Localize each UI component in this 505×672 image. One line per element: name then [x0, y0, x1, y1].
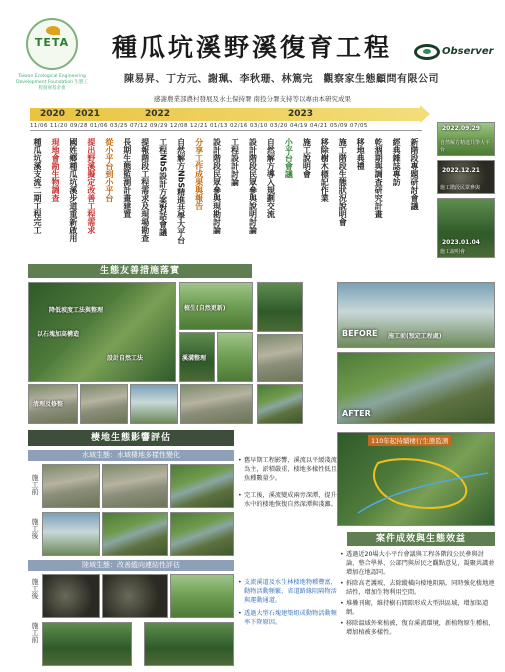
timeline-event: 施工階段生態狀況說明會: [338, 138, 348, 226]
finding-item: • 完工後，溪流變成兩旁深潭，提升水中的棲地恢復自然深潭與淺灘。: [238, 491, 338, 509]
photo-label: 植生(自然更新): [184, 305, 226, 312]
timeline-event: 提出野溪擬定改善工程需求: [86, 138, 96, 234]
site-photo: [180, 384, 253, 424]
benefit-item: • 透過近20場大小平台會議與工程各階段公民參與討論，整合學界、公部門與居民之觀點意見，凝聚共識並增加在地認同。: [340, 550, 496, 577]
site-photo: [217, 332, 253, 382]
water-habitat-photo: [170, 464, 234, 508]
acknowledgement: 感謝農業部農村發展及水土保持署 南投分署支持等以專由本研究成果: [153, 95, 352, 103]
timeline-line: [30, 130, 422, 131]
observer-logo-text: Observer: [442, 46, 494, 57]
camera-trap-photo: [102, 574, 168, 618]
water-subtitle: 水域生態：水域棲地多樣性變化: [28, 450, 234, 461]
photo-caption: 自然解方精進共學大平台: [440, 140, 491, 153]
before-photo: [337, 282, 495, 348]
year-label: 2022: [145, 109, 171, 119]
timeline-event: 施工說明會: [302, 138, 312, 178]
site-photo: [28, 384, 78, 424]
section-title: 棲地生態影響評估: [28, 430, 234, 446]
photo-label: 設計自然工法: [107, 355, 144, 362]
timeline-event: 移除樹木標記作業: [320, 138, 330, 202]
site-photo: [179, 332, 215, 382]
camera-trap-photo: [42, 622, 132, 666]
site-photo: [257, 384, 303, 424]
map-title: 110年起持續棲行生態監測: [368, 435, 451, 446]
photo-date: 2022.09.29: [442, 125, 480, 132]
eye-icon: [414, 44, 440, 60]
benefit-list: [340, 550, 496, 637]
water-habitat-photo: [102, 512, 168, 556]
finding-item: • 透過大型石塊建築組成動物活動頻率下降原因。: [238, 609, 338, 627]
site-photo: [130, 384, 178, 424]
timeline-dates: 11/06 11/20 09/28 01/06 03/25 07/12 09/29 12/08 12/21 01/13 02/16 03/10 03/20 04/19 04/21 05/09 07/05: [30, 123, 368, 129]
camera-trap-photo: [170, 574, 234, 618]
photo-label: 降低坡度工法與整理: [49, 307, 104, 314]
after-photo: [337, 352, 495, 424]
land-subtitle: 陸域生態：改善縱向連結性評估: [28, 560, 234, 571]
photo-label: 清理及修整: [33, 401, 64, 408]
side-label: 施工後: [31, 578, 39, 599]
timeline-event: 從小平台到小平台: [104, 138, 114, 202]
page-title: 種瓜坑溪野溪復育工程: [112, 33, 393, 62]
after-label: AFTER: [342, 409, 371, 418]
side-label: 施工後: [31, 518, 39, 539]
monitoring-map: [337, 432, 495, 526]
water-habitat-photo: [42, 464, 100, 508]
camera-trap-photo: [144, 622, 234, 666]
photo-date: 2022.12.21: [442, 167, 480, 174]
timeline-event: 長期生態監測計畫建置: [122, 138, 132, 218]
section-title: 生態友善措施落實: [28, 264, 252, 278]
photo-caption: 施工說明會: [440, 249, 466, 255]
org-subtitle: Taiwan Ecological Engineering Development Foundation 生態工程發展基金會: [16, 74, 88, 91]
timeline-event: 小平台會議: [284, 138, 294, 178]
photo-label: 以石塊加高構造: [37, 331, 80, 338]
finding-item: • 支流溪道及水生林棲地物種豐富，動物活動頻繁，省道路緣阻隔物活與運動通道。: [238, 578, 338, 605]
finding-item: • 舊早期工程影響，溪流以平緩淺流為主，淤積嚴重，棲地多樣性低且魚種數量少。: [238, 456, 338, 483]
water-habitat-photo: [170, 512, 234, 556]
before-caption: 施工前(預定工程處): [388, 333, 442, 340]
site-photo: [257, 282, 303, 332]
timeline-photo: [437, 160, 495, 194]
year-label: 2020: [40, 109, 66, 119]
site-photo: [80, 384, 128, 424]
timeline-event: 移地典禮: [356, 138, 366, 170]
timeline-event: 現地會勘生物調查: [50, 138, 60, 202]
land-findings: [238, 578, 338, 627]
photo-caption: 施工階段民眾參與: [440, 185, 481, 191]
timeline-event: 工程NbS設計方案對話會議: [158, 138, 168, 237]
before-label: BEFORE: [342, 329, 378, 338]
timeline-event: 提報階段工程需求及現場勘查: [140, 138, 150, 242]
water-habitat-photo: [42, 512, 100, 556]
year-label: 2021: [75, 109, 101, 119]
timeline-event: 國姓鄉種瓜坑溪步道重新啟用: [68, 138, 78, 242]
side-label: 施工前: [31, 622, 39, 643]
year-label: 2023: [288, 109, 314, 119]
water-findings: [238, 456, 338, 509]
photo-label: 溪溝整理: [182, 355, 207, 362]
benefit-item: • 移除溫域外來植被，復育溪流環境，新植物原生種植，增加植被多樣性。: [340, 619, 496, 637]
water-habitat-photo: [102, 464, 168, 508]
timeline-photo: [437, 122, 495, 156]
monitoring-route: [338, 433, 495, 526]
leaf-icon: [46, 26, 60, 35]
observer-logo: [414, 38, 494, 68]
teta-logo: [26, 18, 78, 70]
site-photo: [257, 334, 303, 382]
timeline-event: 自然解方導入規劃交流: [266, 138, 276, 218]
timeline-event: 乾涸期與調查研究計畫: [374, 138, 384, 218]
logo-text: TETA: [34, 36, 70, 49]
camera-trap-photo: [42, 574, 100, 618]
timeline-event: 工程設計討論: [230, 138, 240, 186]
timeline-event: 種瓜坑溪支流二期工程完工: [33, 138, 42, 234]
benefit-item: • 拆除高老護坡，去除縱橫向棲地阻隔，同時強化棲地連結性，增加生物利用空間。: [340, 579, 496, 597]
authors: 陳易昇、丁方元、謝珮、李秋珊、林篤完 觀察家生態顧問有限公司: [124, 74, 439, 85]
photo-date: 2023.01.04: [442, 239, 480, 246]
section-title: 案件成效與生態效益: [347, 532, 495, 546]
site-photo: [179, 282, 253, 330]
timeline-event: 經典雜誌專訪: [392, 138, 402, 186]
benefit-item: • 堆疊刊砌，維持樹石間隙形成大型洪區域，增加渠道網。: [340, 599, 496, 617]
side-label: 施工前: [31, 474, 39, 495]
timeline-photo: [437, 198, 495, 258]
site-aerial-photo: [28, 282, 176, 382]
timeline-event: 設計階段民眾參與說明討論: [248, 138, 258, 234]
timeline-event: 分享工作成果與報告: [194, 138, 204, 210]
timeline-event: 新階段專題研討會議: [410, 138, 420, 210]
timeline-event: 自然解方NbS精進共學大平台: [176, 138, 186, 245]
timeline-event: 設計階段民眾參與現勘討論: [212, 138, 222, 234]
